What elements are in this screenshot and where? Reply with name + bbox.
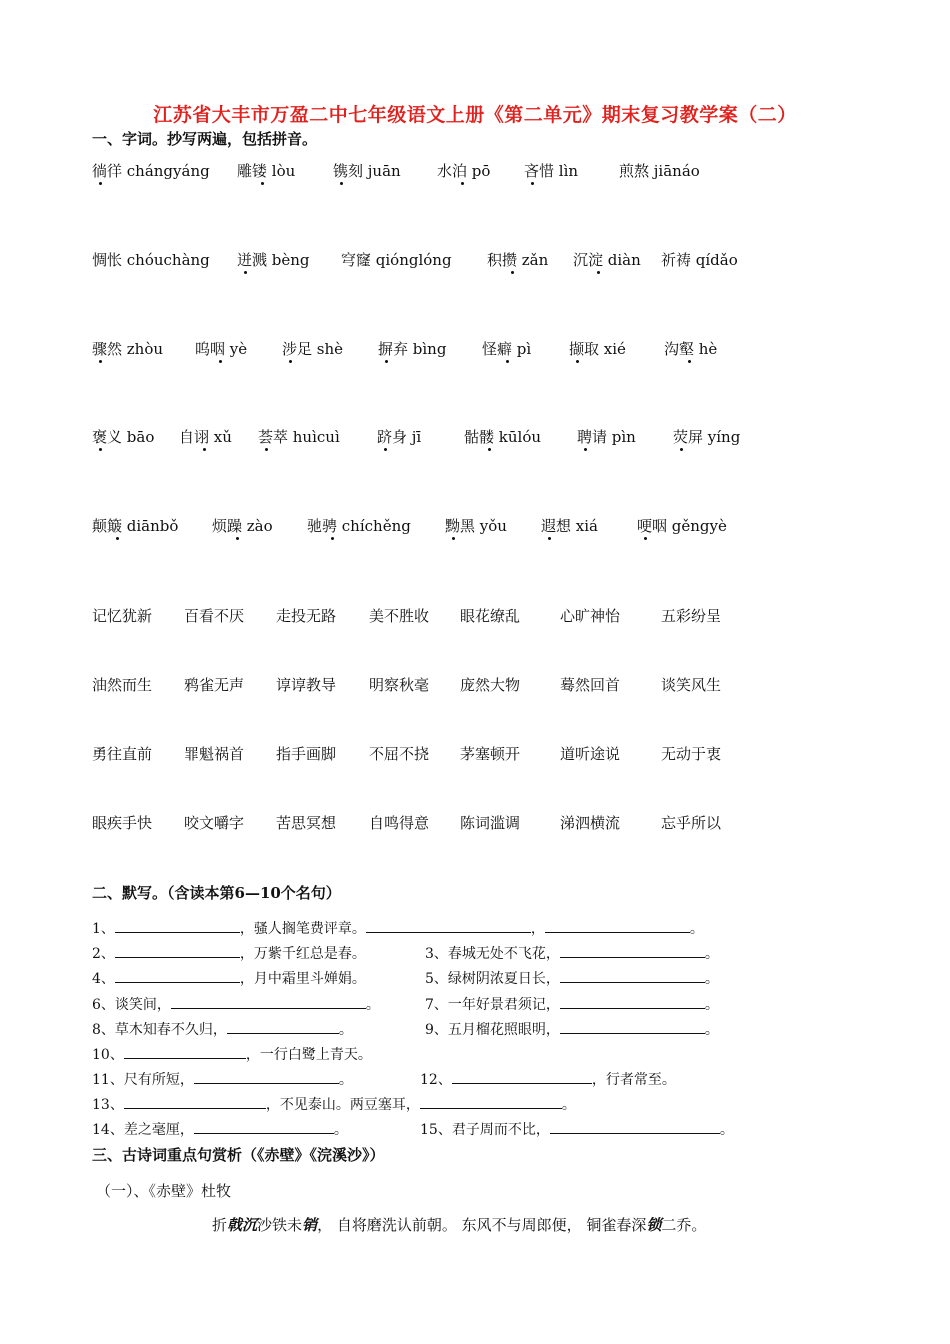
idiom-item: 指手画脚	[276, 745, 337, 763]
word-row-2	[92, 249, 872, 273]
word-item: 骤然 zhòu	[92, 338, 163, 359]
page-title: 江苏省大丰市万盈二中七年级语文上册《第二单元》期末复习教学案（二）	[153, 104, 797, 126]
dictation-line-5: 5、绿树阴浓夏日长， 。	[425, 968, 719, 990]
word-item: 沉淀 diàn	[573, 249, 641, 270]
answer-blank[interactable]	[420, 1094, 562, 1109]
word-item: 涉足 shè	[282, 338, 343, 359]
answer-blank[interactable]	[115, 968, 240, 983]
word-row-5	[92, 515, 872, 539]
word-item: 呜咽 yè	[195, 338, 247, 359]
dictation-line-4: 4、 ，月中霜里斗婵娟。	[92, 968, 366, 990]
idiom-item: 无动于衷	[661, 745, 722, 763]
word-item: 骷髅 kūlóu	[464, 426, 541, 447]
word-item: 沟壑 hè	[664, 338, 717, 359]
word-item: 雕镂 lòu	[237, 160, 295, 181]
idiom-item: 心旷神怡	[560, 607, 621, 625]
dictation-line-8: 8、草木知春不久归， 。	[92, 1019, 353, 1041]
answer-blank[interactable]	[560, 994, 705, 1009]
word-item: 荟萃 huìcuì	[258, 426, 340, 447]
dictation-line-14: 14、差之毫厘， 。	[92, 1119, 348, 1141]
word-row-1	[92, 160, 872, 184]
word-item: 跻身 jī	[377, 426, 421, 447]
word-item: 煎熬 jiānáo	[619, 162, 700, 180]
idiom-item: 道听途说	[560, 745, 621, 763]
dictation-line-3: 3、春城无处不飞花， 。	[425, 943, 719, 965]
answer-blank[interactable]	[124, 1044, 246, 1059]
idiom-item: 记忆犹新	[92, 607, 153, 625]
idiom-item: 百看不厌	[184, 607, 245, 625]
answer-blank[interactable]	[366, 918, 531, 933]
idiom-row-3	[92, 743, 872, 767]
answer-blank[interactable]	[124, 1094, 266, 1109]
dictation-line-10: 10、 ，一行白鹭上青天。	[92, 1044, 372, 1066]
word-item: 驰骋 chíchěng	[307, 515, 411, 536]
word-item: 聘请 pìn	[577, 426, 636, 447]
idiom-item: 庞然大物	[460, 676, 521, 694]
word-item: 镌刻 juān	[333, 160, 401, 181]
word-row-3	[92, 338, 872, 362]
idiom-item: 五彩纷呈	[661, 607, 722, 625]
word-item: 迸溅 bèng	[237, 249, 310, 270]
answer-blank[interactable]	[115, 943, 240, 958]
idiom-item: 谆谆教导	[276, 676, 337, 694]
dictation-line-13: 13、 ，不见泰山。两豆塞耳， 。	[92, 1094, 576, 1116]
poem-text: 折戟沉沙铁未销， 自将磨洗认前朝。 东风不与周郎便， 铜雀春深锁二乔。	[212, 1216, 707, 1234]
dictation-line-15: 15、君子周而不比， 。	[420, 1119, 734, 1141]
dictation-line-2: 2、 ，万紫千红总是春。	[92, 943, 366, 965]
answer-blank[interactable]	[171, 994, 366, 1009]
word-item: 遐想 xiá	[541, 515, 598, 536]
idiom-item: 罪魁祸首	[184, 745, 245, 763]
dictation-line-9: 9、五月榴花照眼明， 。	[425, 1019, 719, 1041]
word-item: 穹窿 qiónglóng	[341, 251, 452, 269]
idiom-item: 自鸣得意	[369, 814, 430, 832]
word-item: 祈祷 qídǎo	[661, 251, 738, 269]
section-heading-words: 一、字词。抄写两遍，包括拼音。	[92, 130, 318, 148]
idiom-item: 鸦雀无声	[184, 676, 245, 694]
word-item: 水泊 pō	[437, 160, 490, 181]
idiom-item: 勇往直前	[92, 745, 153, 763]
idiom-item: 苦思冥想	[276, 814, 337, 832]
answer-blank[interactable]	[452, 1069, 592, 1084]
dictation-line-11: 11、尺有所短， 。	[92, 1069, 353, 1091]
word-item: 荧屏 yíng	[673, 426, 740, 447]
word-item: 自诩 xǔ	[179, 426, 232, 447]
word-item: 吝惜 lìn	[524, 160, 578, 181]
idiom-row-2	[92, 674, 872, 698]
word-item: 褒义 bāo	[92, 426, 154, 447]
idiom-item: 美不胜收	[369, 607, 430, 625]
idiom-item: 油然而生	[92, 676, 153, 694]
word-item: 怪癖 pì	[482, 338, 531, 359]
answer-blank[interactable]	[194, 1069, 339, 1084]
answer-blank[interactable]	[115, 918, 240, 933]
dictation-line-7: 7、一年好景君须记， 。	[425, 994, 719, 1016]
word-item: 颠簸 diānbǒ	[92, 515, 178, 536]
idiom-row-4	[92, 812, 872, 836]
answer-blank[interactable]	[550, 1119, 720, 1134]
idiom-item: 涕泗横流	[560, 814, 621, 832]
poem-heading: （一）、《赤壁》杜牧	[96, 1182, 232, 1200]
section-heading-dictation: 二、默写。（含读本第6—10个名句）	[92, 884, 341, 902]
word-item: 黝黑 yǒu	[445, 515, 507, 536]
word-item: 烦躁 zào	[212, 515, 273, 536]
idiom-item: 咬文嚼字	[184, 814, 245, 832]
dictation-line-12: 12、 ，行者常至。	[420, 1069, 676, 1091]
idiom-row-1	[92, 605, 872, 629]
section-heading-poetry: 三、古诗词重点句赏析（《赤壁》《浣溪沙》）	[92, 1146, 385, 1164]
dictation-line-6: 6、谈笑间， 。	[92, 994, 380, 1016]
answer-blank[interactable]	[560, 943, 705, 958]
idiom-item: 眼疾手快	[92, 814, 153, 832]
idiom-item: 茅塞顿开	[460, 745, 521, 763]
word-item: 撷取 xié	[569, 338, 626, 359]
word-item: 积攒 zǎn	[487, 249, 548, 270]
idiom-item: 蓦然回首	[560, 676, 621, 694]
answer-blank[interactable]	[545, 918, 690, 933]
idiom-item: 谈笑风生	[661, 676, 722, 694]
dictation-line-1: 1、 ，骚人搁笔费评章。 ， 。	[92, 918, 704, 940]
idiom-item: 眼花缭乱	[460, 607, 521, 625]
answer-blank[interactable]	[194, 1119, 334, 1134]
idiom-item: 走投无路	[276, 607, 337, 625]
word-item: 摒弃 bìng	[378, 338, 446, 359]
answer-blank[interactable]	[227, 1019, 339, 1034]
idiom-item: 忘乎所以	[661, 814, 722, 832]
word-item: 哽咽 gěngyè	[637, 515, 727, 536]
answer-blank[interactable]	[560, 1019, 705, 1034]
idiom-item: 不屈不挠	[369, 745, 430, 763]
word-row-4	[92, 426, 872, 450]
answer-blank[interactable]	[560, 968, 705, 983]
idiom-item: 明察秋毫	[369, 676, 430, 694]
word-item: 徜徉 chángyáng	[92, 160, 210, 181]
word-item: 惆怅 chóuchàng	[92, 251, 210, 269]
idiom-item: 陈词滥调	[460, 814, 521, 832]
